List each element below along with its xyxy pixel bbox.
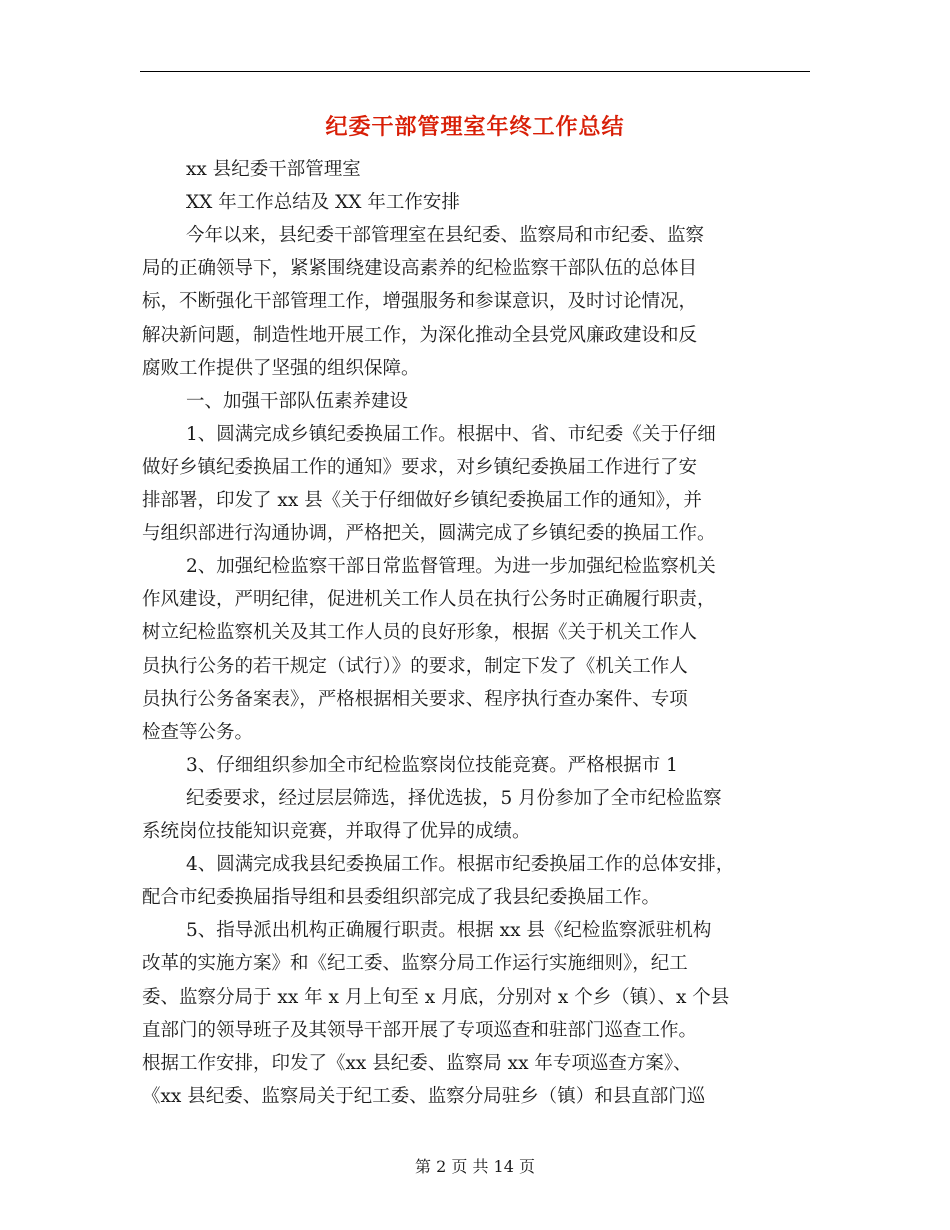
body-line: 员执行公务的若干规定（试行）》的要求，制定下发了《机关工作人	[142, 655, 688, 677]
body-line: 一、加强干部队伍素养建设	[186, 390, 409, 412]
page-number: 第 2 页 共 14 页	[415, 1157, 535, 1176]
body-line: 3、仔细组织参加全市纪检监察岗位技能竞赛。严格根据市 1	[186, 754, 678, 776]
body-line: 解决新问题，制造性地开展工作，为深化推动全县党风廉政建设和反	[142, 324, 698, 346]
body-line: 纪委要求，经过层层筛选，择优选拔，5 月份参加了全市纪检监察	[186, 787, 722, 809]
body-line: 作风建设，严明纪律，促进机关工作人员在执行公务时正确履行职责，	[142, 589, 716, 611]
body-line: 《xx 县纪委、监察局关于纪工委、监察分局驻乡（镇）和县直部门巡	[142, 1085, 706, 1107]
body-line: 改革的实施方案》和《纪工委、监察分局工作运行实施细则》，纪工	[142, 953, 688, 975]
body-line: 标，不断强化干部管理工作，增强服务和参谋意识，及时讨论情况，	[142, 291, 698, 313]
body-line: 2、加强纪检监察干部日常监督管理。为进一步加强纪检监察机关	[186, 556, 716, 578]
body-line: 腐败工作提供了坚强的组织保障。	[142, 357, 420, 379]
body-line: 检查等公务。	[142, 721, 254, 743]
body-line: 委、监察分局于 xx 年 x 月上旬至 x 月底，分别对 x 个乡（镇）、x 个县	[142, 986, 730, 1008]
body-line: 配合市纪委换届指导组和县委组织部完成了我县纪委换届工作。	[142, 887, 661, 909]
body-line: xx 县纪委干部管理室	[186, 159, 361, 180]
body-line: 局的正确领导下，紧紧围绕建设高素养的纪检监察干部队伍的总体目	[142, 258, 698, 280]
body-line: 4、圆满完成我县纪委换届工作。根据市纪委换届工作的总体安排，	[186, 854, 735, 876]
header-rule	[140, 71, 810, 72]
body-line: 根据工作安排，印发了《xx 县纪委、监察局 xx 年专项巡查方案》、	[142, 1052, 692, 1074]
body-line: 树立纪检监察机关及其工作人员的良好形象，根据《关于机关工作人	[142, 622, 698, 644]
body-line: 5、指导派出机构正确履行职责。根据 xx 县《纪检监察派驻机构	[186, 920, 712, 942]
body-line: 员执行公务备案表》，严格根据相关要求、程序执行查办案件、专项	[142, 688, 688, 710]
body-line: 与组织部进行沟通协调，严格把关，圆满完成了乡镇纪委的换届工作。	[142, 523, 716, 545]
body-line: 做好乡镇纪委换届工作的通知》要求，对乡镇纪委换届工作进行了安	[142, 456, 698, 478]
document-title: 纪委干部管理室年终工作总结	[325, 114, 625, 140]
body-line: 直部门的领导班子及其领导干部开展了专项巡查和驻部门巡查工作。	[142, 1019, 698, 1041]
body-line: 系统岗位技能知识竞赛，并取得了优异的成绩。	[142, 821, 531, 842]
body-line: 今年以来，县纪委干部管理室在县纪委、监察局和市纪委、监察	[186, 225, 705, 247]
body-line: 排部署，印发了 xx 县《关于仔细做好乡镇纪委换届工作的通知》，并	[142, 490, 702, 511]
body-line: XX 年工作总结及 XX 年工作安排	[186, 192, 460, 214]
body-line: 1、圆满完成乡镇纪委换届工作。根据中、省、市纪委《关于仔细	[186, 423, 716, 445]
